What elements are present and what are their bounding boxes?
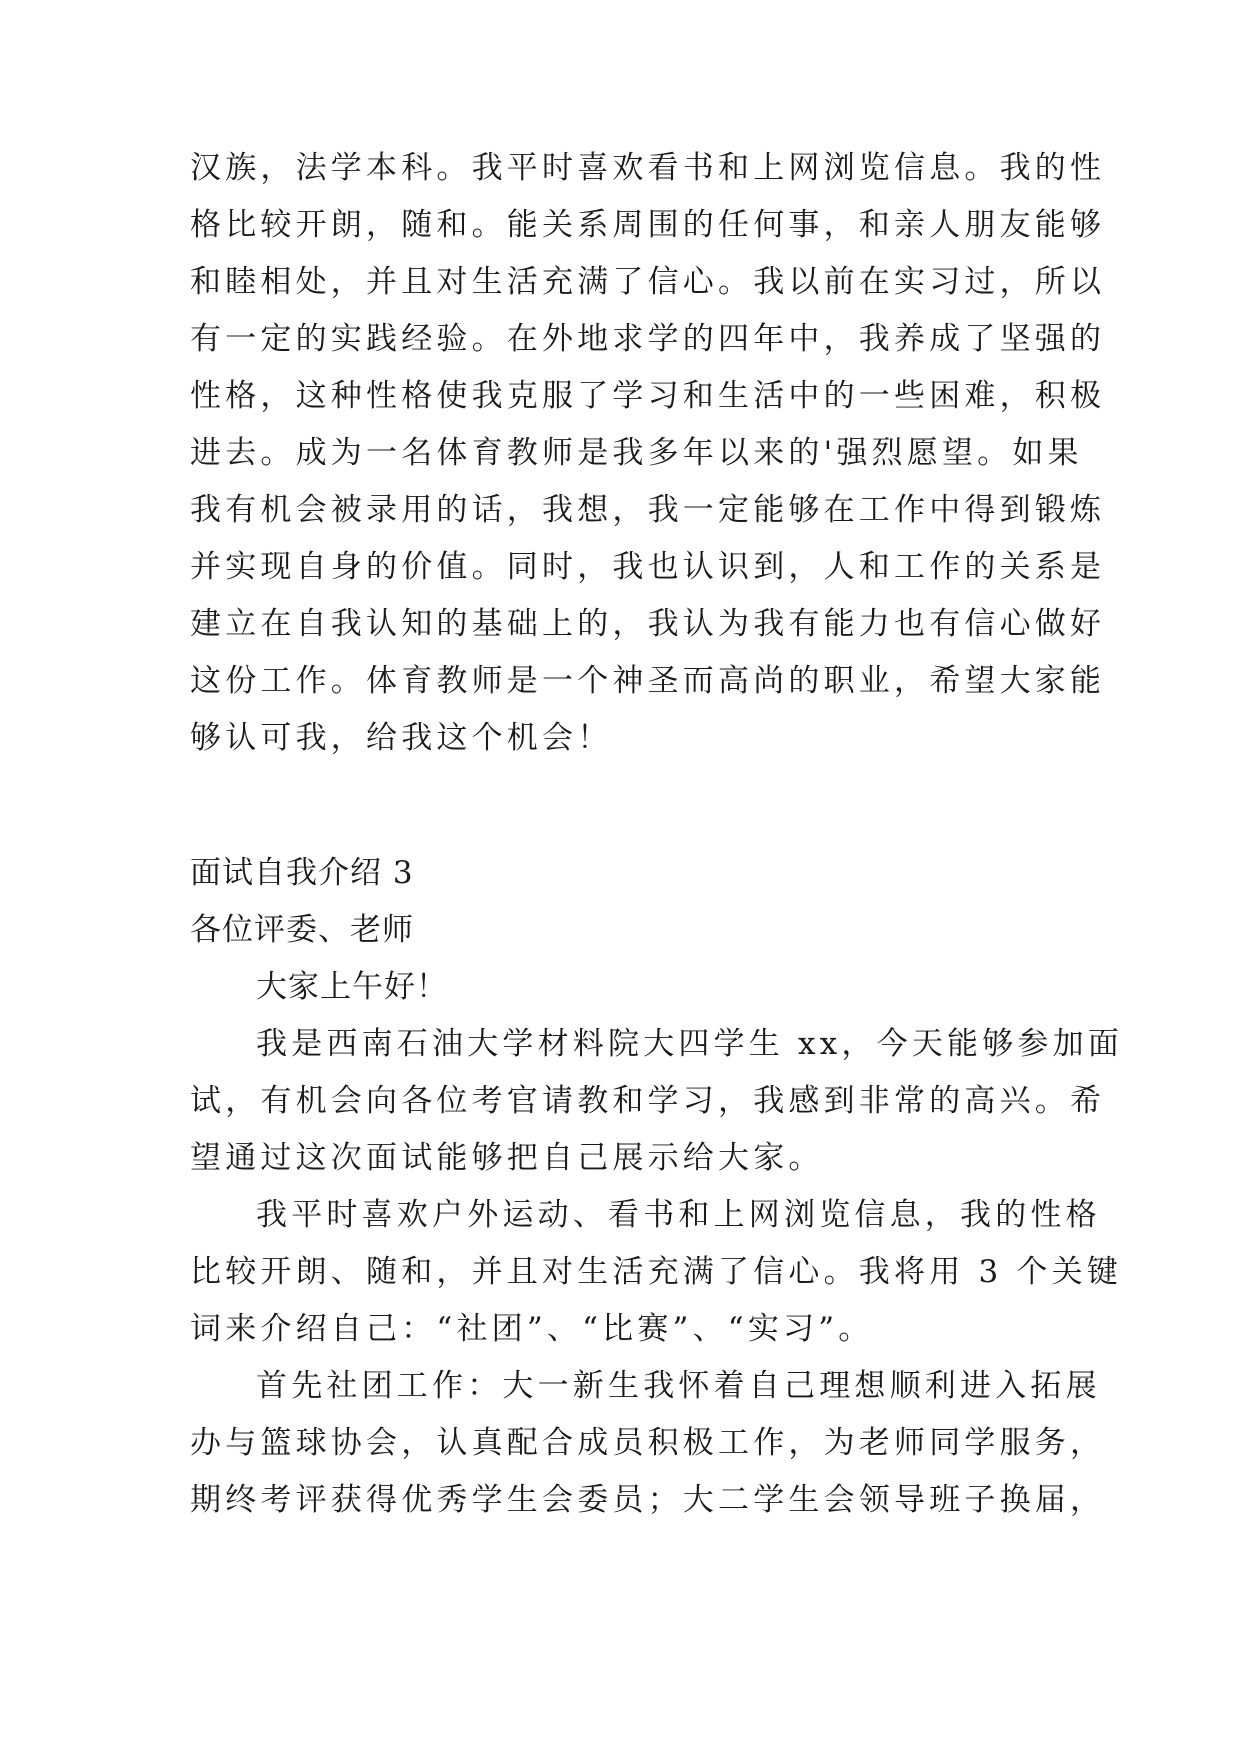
text-line: 词来介绍自己：“社团”、“比赛”、“实习”。 (190, 1311, 874, 1347)
text-line: 我有机会被录用的话，我想，我一定能够在工作中得到锻炼 (190, 492, 1106, 528)
text-line: 性格，这种性格使我克服了学习和生活中的一些困难，积极 (190, 378, 1106, 414)
text-line: 建立在自我认知的基础上的，我认为我有能力也有信心做好 (190, 606, 1106, 642)
text-line: 试，有机会向各位考官请教和学习，我感到非常的高兴。希 (190, 1083, 1106, 1119)
text-line: 办与篮球协会，认真配合成员积极工作，为老师同学服务， (190, 1425, 1106, 1461)
text-line: 汉族，法学本科。我平时喜欢看书和上网浏览信息。我的性 (190, 150, 1106, 186)
text-line: 有一定的实践经验。在外地求学的四年中，我养成了坚强的 (190, 321, 1106, 357)
text-line: 我平时喜欢户外运动、看书和上网浏览信息，我的性格 (256, 1197, 1101, 1233)
text-line: 比较开朗、随和，并且对生活充满了信心。我将用 3 个关键 (190, 1254, 1123, 1290)
text-line: 和睦相处，并且对生活充满了信心。我以前在实习过，所以 (190, 264, 1106, 300)
text-line: 够认可我，给我这个机会！ (190, 720, 613, 756)
text-line: 并实现自身的价值。同时，我也认识到，人和工作的关系是 (190, 549, 1106, 585)
text-line: 格比较开朗，随和。能关系周围的任何事，和亲人朋友能够 (190, 207, 1106, 243)
section-title: 面试自我介绍 3 (190, 855, 414, 891)
text-line: 我是西南石油大学材料院大四学生 xx，今天能够参加面 (256, 1026, 1124, 1062)
text-line: 期终考评获得优秀学生会委员；大二学生会领导班子换届， (190, 1482, 1106, 1518)
greeting: 大家上午好！ (256, 969, 448, 1005)
salutation: 各位评委、老师 (190, 912, 414, 948)
text-line: 进去。成为一名体育教师是我多年以来的'强烈愿望。如果 (190, 435, 1083, 471)
text-line: 这份工作。体育教师是一个神圣而高尚的职业，希望大家能 (190, 663, 1106, 699)
text-line: 首先社团工作：大一新生我怀着自己理想顺利进入拓展 (256, 1368, 1101, 1404)
text-line: 望通过这次面试能够把自己展示给大家。 (190, 1140, 824, 1176)
